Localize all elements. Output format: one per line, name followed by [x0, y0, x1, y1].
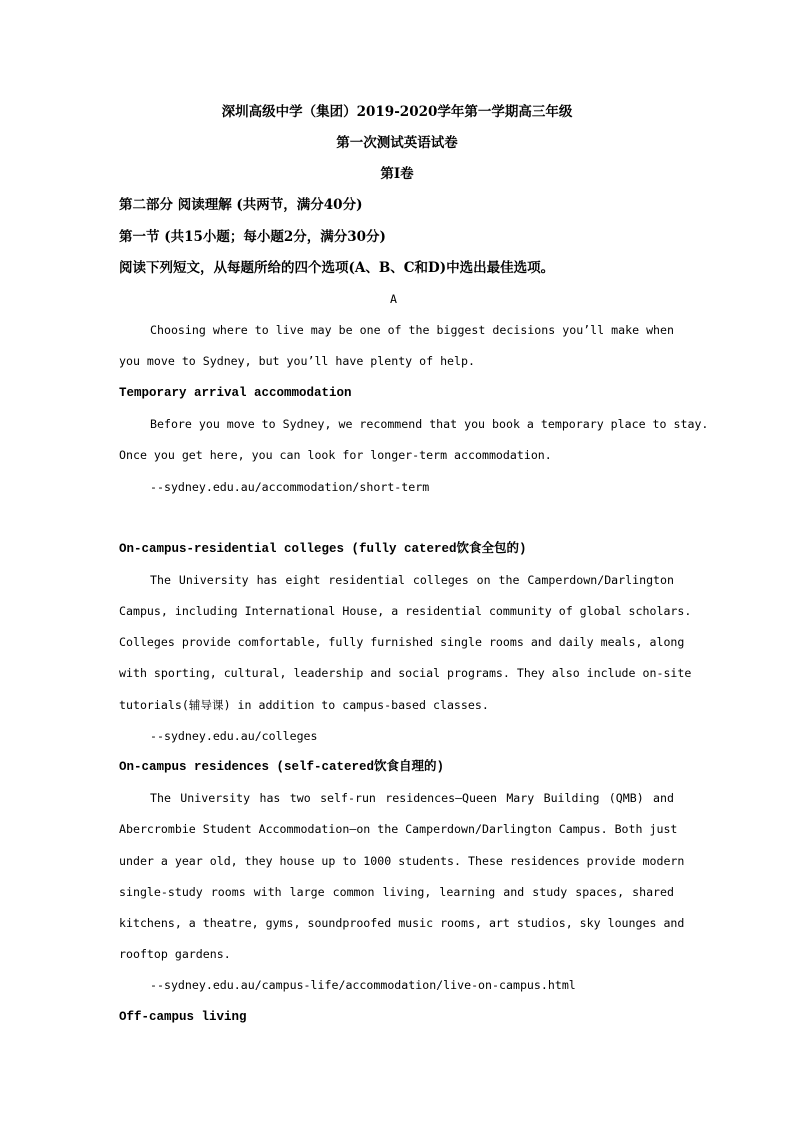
exam-title: 深圳高级中学（集团）2019-2020学年第一学期高三年级 — [221, 104, 573, 120]
section-heading-temporary: Temporary arrival accommodation — [119, 386, 352, 400]
source-link: --sydney.edu.au/campus-life/accommodation/live-on-campus.html — [150, 978, 576, 992]
body-line: Campus, including International House, a residential community of global scholars. — [119, 604, 692, 618]
part-heading: 第二部分 阅读理解 (共两节，满分40分) — [119, 197, 363, 213]
body-line: kitchens, a theatre, gyms, soundproofed music rooms, art studios, sky lounges and — [119, 916, 685, 930]
passage-label: A — [390, 292, 397, 306]
body-line: tutorials(辅导课) in addition to campus-based classes. — [119, 698, 489, 712]
body-line: single-study rooms with large common living, learning and study spaces, shared — [119, 885, 674, 899]
source-link: --sydney.edu.au/colleges — [150, 729, 318, 743]
section-heading: 第一节 (共15小题；每小题2分，满分30分) — [119, 229, 386, 245]
exam-subtitle: 第一次测试英语试卷 — [336, 135, 458, 151]
body-line: Once you get here, you can look for longer-term accommodation. — [119, 448, 552, 462]
section-heading-residences: On-campus residences (self-catered饮食自理的) — [119, 760, 445, 774]
source-link: --sydney.edu.au/accommodation/short-term — [150, 480, 430, 494]
body-line: Abercrombie Student Accommodation—on the Camperdown/Darlington Campus. Both just — [119, 822, 678, 836]
body-line: with sporting, cultural, leadership and social programs. They also include on-site — [119, 666, 692, 680]
section-heading-off-campus: Off-campus living — [119, 1010, 247, 1024]
intro-line: you move to Sydney, but you’ll have plenty of help. — [119, 354, 475, 368]
body-line: rooftop gardens. — [119, 947, 231, 961]
body-line: The University has eight residential colleges on the Camperdown/Darlington — [150, 573, 674, 587]
instruction: 阅读下列短文，从每题所给的四个选项(A、B、C和D)中选出最佳选项。 — [119, 260, 555, 276]
body-line: Before you move to Sydney, we recommend that you book a temporary place to stay. — [150, 417, 709, 431]
intro-line: Choosing where to live may be one of the biggest decisions you’ll make when — [150, 323, 674, 337]
body-line: The University has two self-run residences—Queen Mary Building (QMB) and — [150, 791, 674, 805]
volume-label: 第Ⅰ卷 — [380, 166, 414, 182]
body-line: under a year old, they house up to 1000 students. These residences provide modern — [119, 854, 685, 868]
section-heading-colleges: On-campus-residential colleges (fully catered饮食全包的) — [119, 542, 527, 556]
body-line: Colleges provide comfortable, fully furnished single rooms and daily meals, along — [119, 635, 685, 649]
